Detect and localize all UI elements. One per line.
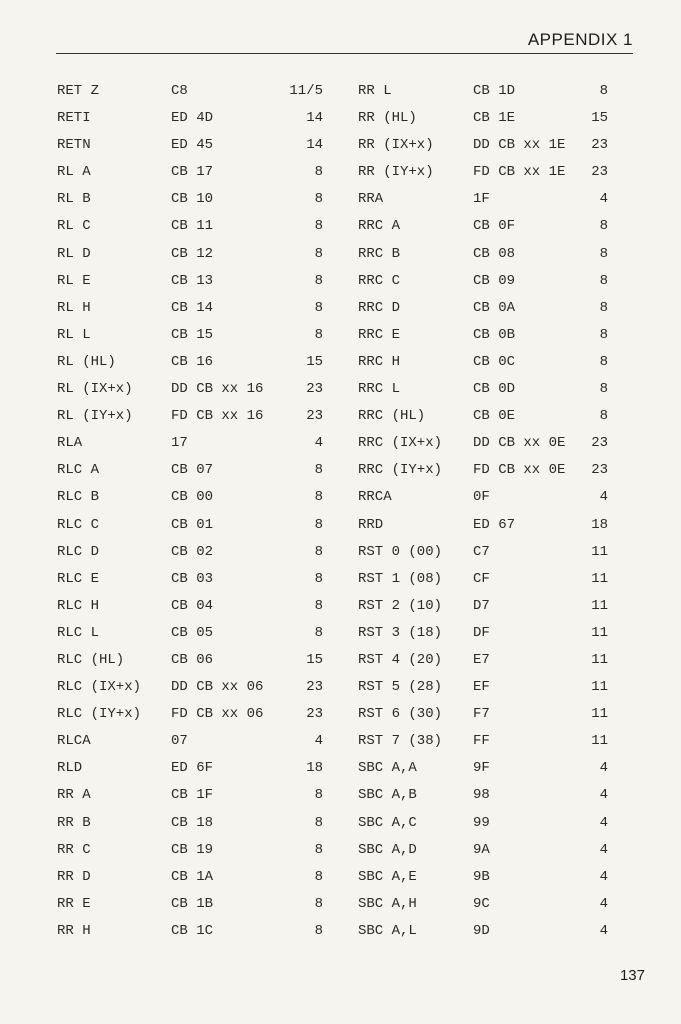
cycles-cell: 8 [599, 381, 608, 398]
instruction-row [57, 213, 329, 240]
instruction-row [358, 566, 614, 593]
cycles-cell: 4 [599, 760, 608, 777]
cycles-cell: 23 [306, 679, 323, 696]
opcode-cell: FD CB xx 06 [171, 706, 264, 723]
instruction-row [57, 647, 329, 674]
cycles-cell: 8 [314, 191, 323, 208]
mnemonic-cell: RL L [57, 326, 91, 343]
mnemonic-cell: SBC A,E [358, 868, 417, 885]
page-number: 137 [619, 967, 645, 984]
opcode-cell: CB 18 [171, 814, 214, 831]
mnemonic-cell: SBC A,D [358, 841, 417, 858]
mnemonic-cell: RLC H [57, 597, 100, 614]
mnemonic-cell: RR C [57, 841, 91, 858]
mnemonic-cell: RL H [57, 299, 91, 316]
instruction-row [57, 78, 329, 105]
instruction-row [358, 105, 614, 132]
instruction-row [57, 322, 329, 349]
opcode-cell: CB 14 [171, 299, 214, 316]
mnemonic-cell: RRC A [358, 218, 401, 235]
opcode-cell: CB 06 [171, 651, 214, 668]
mnemonic-cell: RR (IX+x) [358, 137, 434, 154]
mnemonic-cell: RL C [57, 218, 91, 235]
opcode-cell: D7 [473, 597, 490, 614]
opcode-cell: FD CB xx 1E [473, 164, 566, 181]
mnemonic-cell: RLC L [57, 624, 100, 641]
mnemonic-cell: RL (IY+x) [57, 408, 133, 425]
mnemonic-cell: RLD [57, 760, 83, 777]
cycles-cell: 8 [599, 353, 608, 370]
cycles-cell: 11 [591, 706, 608, 723]
instruction-row [358, 810, 614, 837]
instruction-row [57, 620, 329, 647]
instruction-row [57, 132, 329, 159]
opcode-cell: CB 1D [473, 83, 516, 99]
cycles-cell: 8 [314, 895, 323, 912]
opcode-cell: CB 1F [171, 787, 214, 804]
instruction-row [57, 810, 329, 837]
opcode-cell: CF [473, 570, 490, 587]
mnemonic-cell: RL E [57, 272, 91, 289]
cycles-cell: 8 [314, 868, 323, 885]
cycles-cell: 8 [314, 164, 323, 181]
mnemonic-cell: RRC B [358, 245, 401, 262]
cycles-cell: 4 [314, 435, 323, 452]
mnemonic-cell: RRC L [358, 381, 401, 398]
instruction-row [57, 268, 329, 295]
instruction-row [358, 78, 614, 105]
opcode-cell: FD CB xx 16 [171, 408, 264, 425]
cycles-cell: 11 [591, 733, 608, 750]
opcode-cell: CB 11 [171, 218, 214, 235]
mnemonic-cell: RST 0 (00) [358, 543, 443, 560]
cycles-cell: 15 [306, 651, 323, 668]
mnemonic-cell: RRC (IX+x) [358, 435, 443, 452]
instruction-row [57, 864, 329, 891]
cycles-cell: 4 [599, 191, 608, 208]
opcode-cell: ED 67 [473, 516, 516, 533]
cycles-cell: 8 [314, 272, 323, 289]
opcode-cell: CB 17 [171, 164, 214, 181]
cycles-cell: 11 [591, 597, 608, 614]
cycles-cell: 4 [599, 787, 608, 804]
opcode-cell: CB 12 [171, 245, 214, 262]
opcode-cell: CB 19 [171, 841, 214, 858]
instruction-row [358, 457, 614, 484]
instruction-row [57, 105, 329, 132]
cycles-cell: 8 [314, 841, 323, 858]
mnemonic-cell: RLC D [57, 543, 100, 560]
cycles-cell: 8 [599, 272, 608, 289]
instruction-row [57, 430, 329, 457]
instruction-row [57, 457, 329, 484]
mnemonic-cell: RRC D [358, 299, 401, 316]
mnemonic-cell: RR D [57, 868, 91, 885]
opcode-cell: CB 02 [171, 543, 214, 560]
cycles-cell: 8 [314, 570, 323, 587]
mnemonic-cell: RLA [57, 435, 83, 452]
mnemonic-cell: RL A [57, 164, 91, 181]
mnemonic-cell: RST 4 (20) [358, 651, 443, 668]
instruction-row [358, 593, 614, 620]
cycles-cell: 23 [591, 164, 608, 181]
cycles-cell: 8 [599, 245, 608, 262]
cycles-cell: 4 [599, 895, 608, 912]
cycles-cell: 4 [599, 489, 608, 506]
cycles-cell: 23 [591, 137, 608, 154]
cycles-cell: 8 [314, 516, 323, 533]
opcode-cell: CB 1A [171, 868, 214, 885]
instruction-row [358, 891, 614, 918]
cycles-cell: 11 [591, 624, 608, 641]
mnemonic-cell: RR A [57, 787, 91, 804]
mnemonic-cell: RR H [57, 922, 91, 939]
opcode-cell: DF [473, 624, 490, 641]
instruction-row [57, 701, 329, 728]
mnemonic-cell: RST 1 (08) [358, 570, 443, 587]
opcode-cell: 1F [473, 191, 490, 208]
mnemonic-cell: RLC (IX+x) [57, 679, 142, 696]
mnemonic-cell: RR L [358, 83, 392, 99]
opcode-cell: CB 0A [473, 299, 516, 316]
mnemonic-cell: SBC A,B [358, 787, 417, 804]
opcode-cell: ED 6F [171, 760, 214, 777]
appendix-title: APPENDIX 1 [527, 30, 633, 49]
mnemonic-cell: RLC B [57, 489, 100, 506]
cycles-cell: 11 [591, 679, 608, 696]
cycles-cell: 18 [591, 516, 608, 533]
mnemonic-cell: RETI [57, 110, 91, 127]
cycles-cell: 23 [306, 381, 323, 398]
instruction-row [358, 213, 614, 240]
cycles-cell: 8 [314, 489, 323, 506]
opcode-cell: 9A [473, 841, 490, 858]
instruction-table-right [358, 78, 614, 945]
mnemonic-cell: RR B [57, 814, 91, 831]
opcode-cell: CB 03 [171, 570, 214, 587]
instruction-row [358, 159, 614, 186]
mnemonic-cell: RST 7 (38) [358, 733, 443, 750]
opcode-cell: 98 [473, 787, 490, 804]
instruction-row [358, 728, 614, 755]
opcode-cell: CB 0B [473, 326, 516, 343]
cycles-cell: 4 [599, 868, 608, 885]
mnemonic-cell: RR (IY+x) [358, 164, 434, 181]
cycles-cell: 8 [599, 299, 608, 316]
opcode-cell: CB 0F [473, 218, 516, 235]
mnemonic-cell: RLC E [57, 570, 100, 587]
cycles-cell: 11 [591, 651, 608, 668]
opcode-cell: ED 45 [171, 137, 214, 154]
opcode-cell: CB 15 [171, 326, 214, 343]
instruction-row [358, 647, 614, 674]
instruction-row [358, 620, 614, 647]
opcode-cell: CB 07 [171, 462, 214, 479]
cycles-cell: 15 [591, 110, 608, 127]
mnemonic-cell: RST 3 (18) [358, 624, 443, 641]
opcode-cell: CB 13 [171, 272, 214, 289]
header-rule [56, 53, 633, 54]
cycles-cell: 23 [591, 435, 608, 452]
cycles-cell: 8 [314, 787, 323, 804]
opcode-cell: CB 0E [473, 408, 516, 425]
mnemonic-cell: RRC C [358, 272, 401, 289]
cycles-cell: 18 [306, 760, 323, 777]
mnemonic-cell: RRC E [358, 326, 401, 343]
opcode-cell: DD CB xx 0E [473, 435, 566, 452]
instruction-row [358, 132, 614, 159]
cycles-cell: 14 [306, 137, 323, 154]
instruction-row [57, 159, 329, 186]
instruction-row [57, 512, 329, 539]
cycles-cell: 11/5 [289, 83, 323, 99]
mnemonic-cell: RST 5 (28) [358, 679, 443, 696]
instruction-row [57, 186, 329, 213]
mnemonic-cell: RLCA [57, 733, 91, 750]
instruction-row [358, 376, 614, 403]
cycles-cell: 23 [306, 408, 323, 425]
instruction-row [358, 403, 614, 430]
opcode-cell: F7 [473, 706, 490, 723]
opcode-cell: CB 10 [171, 191, 214, 208]
opcode-cell: 0F [473, 489, 490, 506]
cycles-cell: 8 [314, 597, 323, 614]
mnemonic-cell: RST 2 (10) [358, 597, 443, 614]
cycles-cell: 8 [314, 922, 323, 939]
instruction-row [57, 593, 329, 620]
cycles-cell: 8 [599, 83, 608, 99]
instruction-row [358, 864, 614, 891]
cycles-cell: 11 [591, 543, 608, 560]
cycles-cell: 8 [599, 326, 608, 343]
mnemonic-cell: RL D [57, 245, 91, 262]
mnemonic-cell: RST 6 (30) [358, 706, 443, 723]
cycles-cell: 8 [314, 299, 323, 316]
mnemonic-cell: RRA [358, 191, 384, 208]
cycles-cell: 23 [591, 462, 608, 479]
instruction-row [358, 349, 614, 376]
opcode-cell: EF [473, 679, 490, 696]
opcode-cell: 9F [473, 760, 490, 777]
cycles-cell: 8 [314, 462, 323, 479]
cycles-cell: 4 [599, 841, 608, 858]
instruction-row [358, 782, 614, 809]
opcode-cell: 17 [171, 435, 188, 452]
instruction-row [57, 566, 329, 593]
cycles-cell: 8 [314, 218, 323, 235]
instruction-row [57, 837, 329, 864]
instruction-row [57, 782, 329, 809]
mnemonic-cell: RLC C [57, 516, 100, 533]
mnemonic-cell: SBC A,H [358, 895, 417, 912]
instruction-row [57, 295, 329, 322]
opcode-cell: DD CB xx 1E [473, 137, 566, 154]
mnemonic-cell: RETN [57, 137, 91, 154]
instruction-row [57, 918, 329, 945]
instruction-table-left [57, 78, 329, 945]
mnemonic-cell: RET Z [57, 83, 100, 99]
instruction-row [358, 512, 614, 539]
cycles-cell: 4 [314, 733, 323, 750]
mnemonic-cell: RL (IX+x) [57, 381, 133, 398]
opcode-cell: CB 09 [473, 272, 516, 289]
cycles-cell: 14 [306, 110, 323, 127]
opcode-cell: CB 0D [473, 381, 516, 398]
instruction-row [358, 484, 614, 511]
instruction-row [57, 349, 329, 376]
instruction-row [358, 701, 614, 728]
mnemonic-cell: SBC A,A [358, 760, 417, 777]
mnemonic-cell: RRC (HL) [358, 408, 426, 425]
instruction-row [57, 891, 329, 918]
instruction-row [358, 918, 614, 945]
opcode-cell: 9B [473, 868, 490, 885]
cycles-cell: 8 [314, 326, 323, 343]
opcode-cell: 9D [473, 922, 490, 939]
mnemonic-cell: RR (HL) [358, 110, 417, 127]
instruction-row [57, 674, 329, 701]
cycles-cell: 8 [314, 245, 323, 262]
opcode-cell: CB 04 [171, 597, 214, 614]
opcode-cell: CB 0C [473, 353, 516, 370]
opcode-cell: FF [473, 733, 490, 750]
cycles-cell: 8 [314, 543, 323, 560]
mnemonic-cell: RRCA [358, 489, 392, 506]
mnemonic-cell: RRC (IY+x) [358, 462, 443, 479]
mnemonic-cell: RRD [358, 516, 384, 533]
cycles-cell: 4 [599, 814, 608, 831]
opcode-cell: CB 05 [171, 624, 214, 641]
instruction-row [358, 186, 614, 213]
cycles-cell: 15 [306, 353, 323, 370]
opcode-cell: FD CB xx 0E [473, 462, 566, 479]
instruction-row [358, 268, 614, 295]
mnemonic-cell: SBC A,C [358, 814, 417, 831]
opcode-cell: CB 1B [171, 895, 214, 912]
opcode-cell: DD CB xx 06 [171, 679, 264, 696]
instruction-row [358, 295, 614, 322]
opcode-cell: CB 16 [171, 353, 214, 370]
mnemonic-cell: RL (HL) [57, 353, 116, 370]
instruction-row [57, 484, 329, 511]
opcode-cell: CB 1C [171, 922, 214, 939]
opcode-cell: CB 01 [171, 516, 214, 533]
instruction-row [358, 430, 614, 457]
opcode-cell: DD CB xx 16 [171, 381, 264, 398]
cycles-cell: 23 [306, 706, 323, 723]
mnemonic-cell: RL B [57, 191, 91, 208]
mnemonic-cell: RR E [57, 895, 91, 912]
opcode-cell: CB 08 [473, 245, 516, 262]
cycles-cell: 11 [591, 570, 608, 587]
mnemonic-cell: RLC (HL) [57, 651, 125, 668]
opcode-cell: 99 [473, 814, 490, 831]
opcode-cell: ED 4D [171, 110, 214, 127]
instruction-row [57, 728, 329, 755]
instruction-row [57, 241, 329, 268]
mnemonic-cell: RLC A [57, 462, 100, 479]
opcode-cell: E7 [473, 651, 490, 668]
opcode-cell: 07 [171, 733, 188, 750]
instruction-row [358, 539, 614, 566]
instruction-row [358, 322, 614, 349]
cycles-cell: 8 [314, 814, 323, 831]
cycles-cell: 8 [599, 218, 608, 235]
opcode-cell: CB 1E [473, 110, 516, 127]
cycles-cell: 4 [599, 922, 608, 939]
opcode-cell: C8 [171, 83, 188, 99]
cycles-cell: 8 [599, 408, 608, 425]
opcode-cell: C7 [473, 543, 490, 560]
mnemonic-cell: SBC A,L [358, 922, 417, 939]
instruction-row [57, 403, 329, 430]
opcode-cell: CB 00 [171, 489, 214, 506]
instruction-row [358, 755, 614, 782]
cycles-cell: 8 [314, 624, 323, 641]
opcode-cell: 9C [473, 895, 490, 912]
instruction-row [57, 755, 329, 782]
instruction-row [57, 539, 329, 566]
instruction-row [358, 241, 614, 268]
mnemonic-cell: RLC (IY+x) [57, 706, 142, 723]
instruction-row [358, 837, 614, 864]
mnemonic-cell: RRC H [358, 353, 401, 370]
instruction-row [358, 674, 614, 701]
instruction-row [57, 376, 329, 403]
